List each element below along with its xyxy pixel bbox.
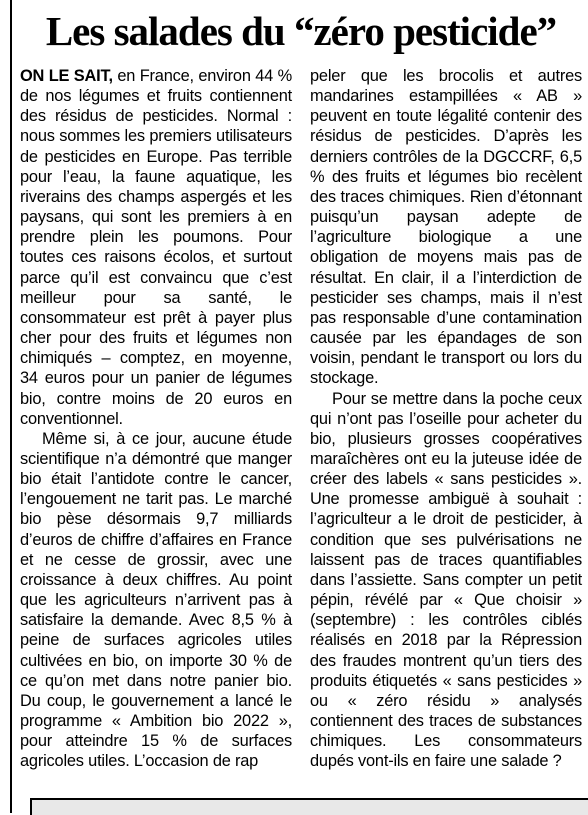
article-paragraph-2-continued: peler que les brocolis et autres mandarines estampillées « AB » peuvent en toute légalité contenir des résidus de pesticides. D’après les derniers contrôles de la DGCCRF, 6,5 % des fruits et légumes bio recèlent des traces chimiques. Rien d’étonnant puisqu’un paysan adepte de l’agriculture biologique a une obligation de moyens mais pas de résultat. En clair, il a l’interdiction de pesticider ses champs, mais il n’est pas responsable d’une contamination causée par les épandages de son voisin, pendant le transport ou lors du stockage. [310, 67, 582, 388]
article-column-left [20, 66, 292, 771]
article-headline: Les salades du “zéro pesticide” [45, 8, 557, 54]
adjacent-column-edge [0, 0, 10, 813]
next-article-box-edge [30, 798, 588, 815]
article-paragraph-2: Même si, à ce jour, aucune étude scientifique n’a démontré que manger bio était l’antidote contre le cancer, l’engouement ne tarit pas. Le marché bio pèse désormais 9,7 milliards d’euros de chiffre d’affaires en France et ne cesse de grossir, avec une croissance à deux chiffres. Au point que les agriculteurs n’arrivent pas à satisfaire la demande. Avec 8,5 % à peine de surfaces agricoles utiles cultivées en bio, on importe 30 % de ce qu’on met dans notre panier bio. Du coup, le gouvernement a lancé le programme « Ambition bio 2022 », pour atteindre 15 % de surfaces agricoles utiles. L’occasion de rap [20, 429, 292, 771]
article-paragraph-3: Pour se mettre dans la poche ceux qui n’ont pas l’oseille pour acheter du bio, plusieurs grosses coopératives maraîchères ont eu la juteuse idée de créer des labels « sans pesticides ». Une promesse ambiguë à souhait : l’agriculteur a le droit de pesticider, à condition que ses pulvérisations ne laissent pas de traces quantifiables dans l’assiette. Sans compter un petit pépin, révélé par « Que choisir » (septembre) : les contrôles ciblés réalisés en 2018 par la Répression des fraudes montrent qu’un tiers des produits étiquetés « sans pesticides » ou « zéro résidu » analysés contiennent des traces de substances chimiques. Les consommateurs dupés vont-ils en faire une salade ? [310, 389, 582, 771]
article-column-right [310, 66, 582, 771]
article-paragraph-1 [20, 66, 292, 429]
paragraph-1-text: en France, environ 44 % de nos légumes et fruits contiennent des résidus de pesticides. Normal : nous sommes les premiers utilisateurs de pesticides en Europe. Pas terrible pour l’eau, la faune aquatique, les riverains des champs aspergés et les paysans, qui sont les premiers à en prendre plein les poumons. Pour toutes ces raisons écolos, et surtout parce qu’il est convaincu que c’est meilleur pour sa santé, le consommateur est prêt à payer plus cher pour des fruits et légumes non chimiqués – comptez, en moyenne, 34 euros pour un panier de légumes bio, contre moins de 20 euros en conventionnel. [20, 67, 292, 428]
lead-in: ON LE SAIT, [20, 67, 113, 85]
column-rule [10, 0, 12, 813]
